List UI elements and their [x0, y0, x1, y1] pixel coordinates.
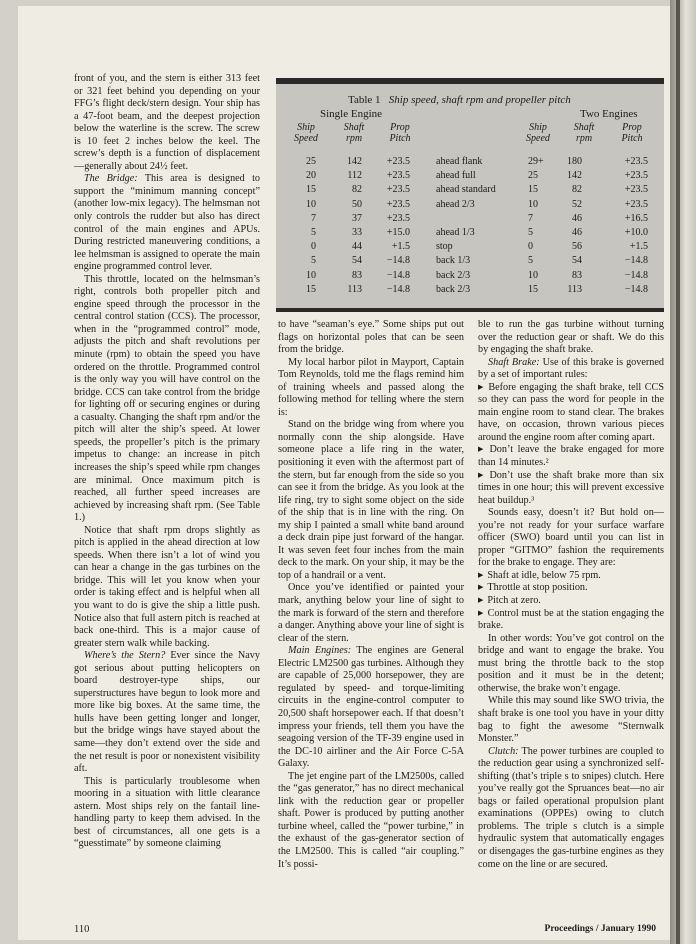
table-cell: +23.5 — [386, 184, 410, 196]
table-cell: 54 — [352, 255, 362, 267]
table-cell: +23.5 — [624, 170, 648, 182]
header-ship-speed: Ship Speed — [294, 122, 318, 144]
run-in-head: Main Engines: — [288, 645, 352, 657]
paragraph — [478, 746, 664, 871]
table-cell: 7 — [528, 212, 533, 224]
table-cell: 20 — [306, 170, 316, 182]
table-cell: 33 — [352, 227, 362, 238]
table-cell: +23.5 — [624, 184, 648, 196]
table-cell: ahead 2/3 — [436, 198, 475, 210]
table-row — [276, 213, 664, 226]
table-cell: 15 — [306, 184, 316, 196]
paragraph — [478, 357, 664, 382]
table-cell: 15 — [528, 283, 538, 295]
bullet-item: ▶ Throttle at stop position. — [478, 582, 664, 595]
journal-footer: Proceedings / January 1990 — [544, 924, 656, 934]
column-3 — [478, 319, 664, 871]
table-caption: Ship speed, shaft rpm and propeller pitch — [388, 94, 571, 106]
table-cell: ahead full — [436, 170, 476, 182]
table-cell: 0 — [311, 241, 316, 253]
table-cell: 46 — [572, 212, 582, 224]
table-cell: 10 — [306, 198, 316, 210]
header-shaft-rpm: Shaft rpm — [343, 122, 365, 144]
run-in-head: Where’s the Stern? — [84, 650, 166, 662]
run-in-head: The Bridge: — [84, 173, 138, 185]
table-row — [276, 270, 664, 283]
table-row — [276, 227, 664, 240]
table-cell: 44 — [352, 241, 362, 253]
table-cell: +15.0 — [386, 227, 410, 238]
table-cell: −14.8 — [624, 269, 648, 281]
paragraph — [278, 645, 464, 770]
table-cell: back 1/3 — [436, 255, 471, 267]
table-cell: −14.8 — [386, 283, 410, 295]
table-cell: 82 — [352, 184, 362, 196]
table-cell: 29+ — [528, 156, 544, 167]
table-cell: 82 — [572, 184, 582, 196]
table-cell: 5 — [311, 227, 316, 238]
bullet-item: ▶ Control must be at the station engaging the brake. — [478, 608, 664, 633]
table-cell: +23.5 — [624, 156, 648, 167]
table-cell: 37 — [352, 212, 362, 224]
page-number: 110 — [74, 924, 90, 935]
table-cell: +10.0 — [624, 227, 648, 238]
table-cell: −14.8 — [624, 255, 648, 267]
paragraph-text: The engines are General Electric LM2500 gas turbines. Although they are capable of 25,000 horsepower, they are regulated by speed- and torque-limiting circuits in the engine-control computer to 20,500 shaft horsepower each. If that doesn’t impress your friends, tell them you have the seagoing version of the TF-39 engine used in the DC-10 airliner and the Air Force C-5A Galaxy. — [278, 645, 465, 770]
bullet-item: ▶ Before engaging the shaft brake, tell CCS so they can pass the word for people in the main engine room to stand clear. The brakes have, on occasion, thrown various pieces around the engine room after coming apart. — [478, 382, 664, 445]
table-1 — [276, 78, 664, 312]
paragraph: This is particularly troublesome when mooring in a situation with little clearance astern. Most ships rely on the fantail line-handling party to keep them advised. In the best of circumstances, all one gets is a “guesstimate” by someone claiming — [74, 775, 260, 850]
table-row — [276, 255, 664, 268]
book-spine — [670, 0, 696, 944]
table-cell: +23.5 — [386, 212, 410, 224]
table-cell: 56 — [572, 241, 582, 253]
table-cell: 142 — [347, 156, 362, 167]
paragraph — [74, 173, 260, 273]
table-cell: 10 — [528, 269, 538, 281]
table-cell: 54 — [572, 255, 582, 267]
bullet-item: ▶ Don’t use the shaft brake more than six times in one hour; this will prevent excessive heat buildup.³ — [478, 470, 664, 508]
table-cell: 142 — [567, 170, 582, 182]
paragraph: Sounds easy, doesn’t it? But hold on—you’re not ready for your surface warfare officer (SWO) board until you can list in proper “GITMO” fashion the requirements for the brake to engage. They are: — [478, 507, 664, 569]
header-ship-speed-2: Ship Speed — [526, 122, 550, 144]
bullet-item: ▶ Pitch at zero. — [478, 595, 664, 608]
table-row — [276, 284, 664, 297]
table-cell: 113 — [347, 283, 362, 295]
paragraph — [74, 650, 260, 775]
table-cell: 113 — [567, 283, 582, 295]
table-cell: back 2/3 — [436, 269, 471, 281]
paragraph: In other words: You’ve got control on the bridge and want to engage the brake. You must bring the throttle back to the stop position and it must be in the detent; otherwise, the brake won’t engage. — [478, 632, 664, 694]
table-cell: 25 — [528, 170, 538, 182]
table-row — [276, 184, 664, 197]
table-cell: +23.5 — [386, 170, 410, 182]
table-cell: ahead 1/3 — [436, 227, 475, 238]
column-1 — [74, 73, 260, 851]
header-prop-pitch: Prop Pitch — [389, 122, 411, 144]
paragraph: to have “seaman’s eye.” Some ships put out flags on horizontal poles that can be seen from the bridge. — [278, 319, 464, 356]
bullet-item: ▶ Don’t leave the brake engaged for more than 14 minutes.² — [478, 444, 664, 469]
paragraph-text: This area is designed to support the “minimum manning concept” (another low-mix legacy). The helmsman not only controls the rudder but also has direct control of the main engines and APUs. During restricted maneuvering conditions, a lee helmsman is assigned to operate the main engine programmed control lever. — [74, 173, 260, 273]
paragraph: front of you, and the stern is either 313 feet or 321 feet behind you depending on your FFG’s flight deck/stern design. Your ship has a 47-foot beam, and the deepest projection below the waterline is the screw. The screw is 10 feet 2 inches below the keel. The screw’s depth is a function of displacement—generally about 24½ feet. — [74, 73, 260, 172]
spine-shadow — [676, 0, 680, 944]
table-cell: 46 — [572, 227, 582, 238]
paragraph: While this may sound like SWO trivia, the shaft brake is one tool you have in your ditty bag to fight the awesome “Sternwalk Monster.” — [478, 695, 664, 745]
table-cell: −14.8 — [386, 269, 410, 281]
table-cell: +23.5 — [624, 198, 648, 210]
table-cell: +23.5 — [386, 198, 410, 210]
table-row — [276, 199, 664, 212]
table-cell: 50 — [352, 198, 362, 210]
table-cell: +23.5 — [386, 156, 410, 167]
table-cell: 7 — [311, 212, 316, 224]
paragraph-text: Ever since the Navy got serious about putting helicopters on board destroyer-type ships, our superstructures have begun to look more and more like big boxes. At the same time, the hulls have been getting longer and longer, but the bridge wings have stayed about the same—they don’t extend over the side and the net result is poor or nonexistent visibility aft. — [74, 650, 260, 775]
table-cell: 5 — [311, 255, 316, 267]
table-cell: 15 — [306, 283, 316, 295]
table-cell: −14.8 — [624, 283, 648, 295]
table-cell: ahead flank — [436, 156, 483, 167]
table-cell: +1.5 — [391, 241, 410, 253]
group-single-engine: Single Engine — [320, 108, 383, 120]
header-prop-pitch-2: Prop Pitch — [621, 122, 643, 144]
table-cell: 15 — [528, 184, 538, 196]
table-cell: 180 — [567, 156, 582, 167]
paragraph: Notice that shaft rpm drops slightly as pitch is applied in the ahead direction at low speeds. When there isn’t a lot of wind you can hear a change in the gas turbines on the bridge. This will let you know when your order is taking effect and is helpful when all you want to do is give the ship a little push. Notice also that full astern pitch is reached at back one-third. This is a major cause of greater stern walk while backing. — [74, 524, 260, 649]
paragraph-text: The power turbines are coupled to the reduction gear using a synchronized self-shifting (that’s triple s to snipes) clutch. Here you’ve really got the Spruances beat—no air bags or failed operational propulsion plant examinations (OPPEs) owing to clutch problems. The triple s clutch is a simple hydraulic system that automatically engages or disengages the gas-turbine engines as they come on the line or are secured. — [478, 745, 664, 870]
paragraph: My local harbor pilot in Mayport, Captain Tom Reynolds, told me the flags remind him of training wheels and passed along the following method for telling where the stern is: — [278, 356, 464, 418]
bullet-item: ▶ Shaft at idle, below 75 rpm. — [478, 570, 664, 583]
table-cell: 112 — [347, 170, 362, 182]
table-cell: 10 — [528, 198, 538, 210]
table-cell: back 2/3 — [436, 283, 471, 295]
table-number: Table 1 — [348, 94, 381, 106]
header-shaft-rpm-2: Shaft rpm — [573, 122, 595, 144]
table-row — [276, 170, 664, 183]
table-cell: 5 — [528, 227, 533, 238]
paragraph: The jet engine part of the LM2500s, called the “gas generator,” has no direct mechanical link with the reduction gear or propeller shaft. Power is produced by putting another turbine wheel, called the “power turbine,” in the exhaust of the gas-generator section of the LM2500. This is called “air coupling.” It’s possi- — [278, 770, 464, 870]
column-2 — [278, 319, 464, 871]
table-cell: stop — [436, 241, 453, 253]
paragraph-text: Use of this brake is governed by a set of important rules: — [478, 356, 664, 381]
table-cell: ahead standard — [436, 184, 496, 196]
table-title — [348, 94, 571, 106]
table-row — [276, 156, 664, 169]
table-cell: 83 — [352, 269, 362, 281]
table-cell: +1.5 — [629, 241, 648, 253]
run-in-head: Shaft Brake: — [488, 356, 540, 368]
table-cell: 5 — [528, 255, 533, 267]
paragraph: Once you’ve identified or painted your mark, anything below your line of sight to the mark is forward of the stern and therefore a danger. Anything above your line of sight is clear of the stern. — [278, 582, 464, 644]
table-cell: +16.5 — [624, 212, 648, 224]
table-cell: 83 — [572, 269, 582, 281]
table-cell: 10 — [306, 269, 316, 281]
table-cell: 0 — [528, 241, 533, 253]
table-cell: 52 — [572, 198, 582, 210]
group-two-engines: Two Engines — [580, 108, 638, 120]
table-row — [276, 241, 664, 254]
paragraph: Stand on the bridge wing from where you normally conn the ship alongside. Have someone place a life ring in the water, positioning it even with the aftermost part of the stern, but far enough from the side so you can see it from the bridge. As you look at the life ring, try to sight some object on the side of the ship that is in line with the ring. On my ship I painted a small white band around a deck drain pipe just forward of the hangar. It was seven feet four inches from the main deck to the mark. On your ship, it may be the top of a handrail or a vent. — [278, 419, 464, 581]
run-in-head: Clutch: — [488, 745, 519, 757]
paragraph: ble to run the gas turbine without turning over the reduction gear or shaft. We do this by engaging the shaft brake. — [478, 319, 664, 356]
table-cell: −14.8 — [386, 255, 410, 267]
paragraph: This throttle, located on the helmsman’s right, controls both propeller pitch and engine speed through the processor in the central control station (CCS). The processor, when in the “programmed control” mode, adjusts the pitch and shaft revolutions per minute (rpm) to obtain the speed you have ordered on the throttle. Programmed control is the only way you will have control on the bridge. CCS can take control from the bridge for lighting off or securing engines or during a casualty. Changing the shaft rpm and/or the pitch will alter the ship’s speed. At lower speeds, the propeller’s pitch is the primary impetus to change: an increase in pitch increases the ship’s speed while rpm changes are minimal. Once maximum pitch is reached, all further speed increases are achieved by increasing shaft rpm. (See Table 1.) — [74, 273, 260, 524]
table-cell: 25 — [306, 156, 316, 167]
